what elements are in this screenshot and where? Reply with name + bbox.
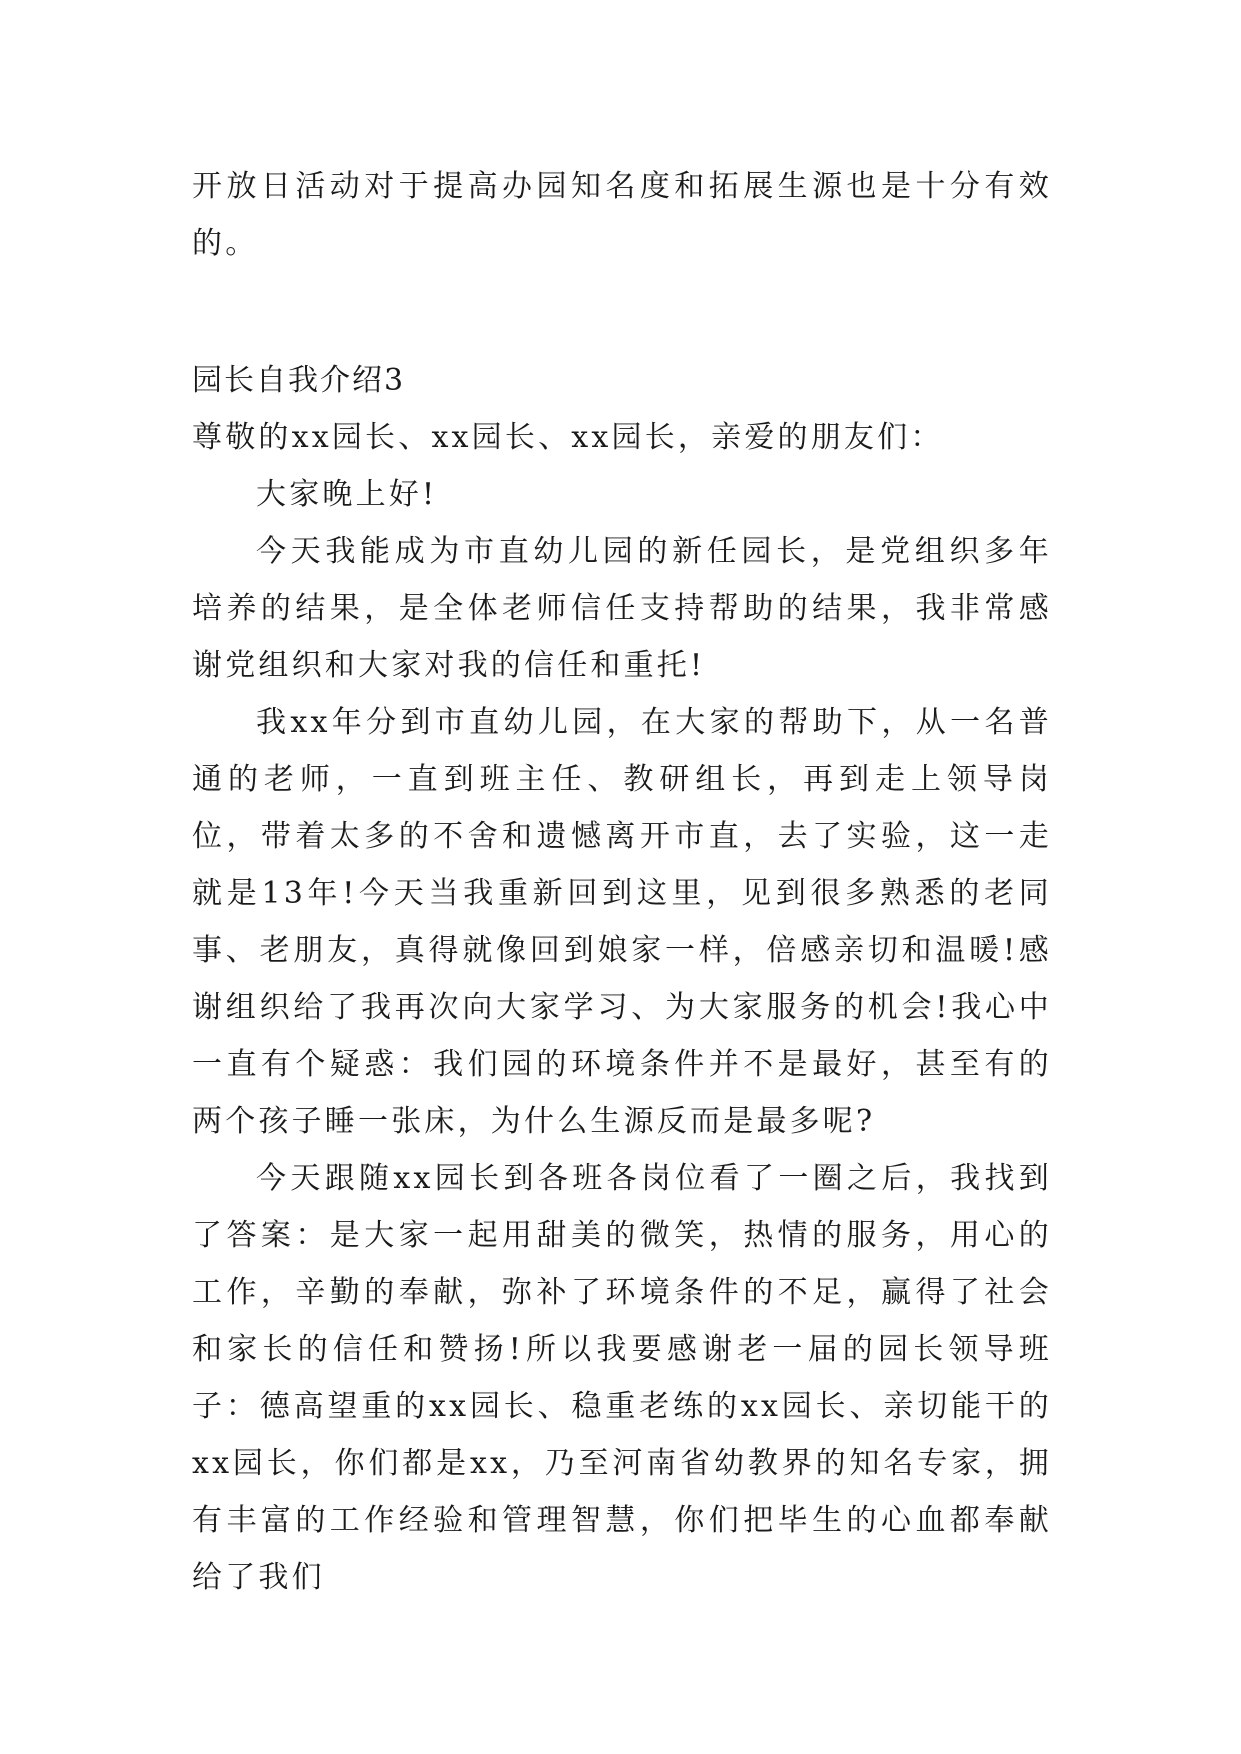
greeting: 大家晚上好! xyxy=(256,477,438,512)
salutation: 尊敬的xx园长、xx园长、xx园长，亲爱的朋友们： xyxy=(192,420,944,455)
document-body xyxy=(192,158,1052,1606)
opening-paragraph: 开放日活动对于提高办园知名度和拓展生源也是十分有效的。 xyxy=(192,169,1052,261)
section-title: 园长自我介绍3 xyxy=(192,363,406,398)
body-paragraph-3: 今天跟随xx园长到各班各岗位看了一圈之后，我找到了答案：是大家一起用甜美的微笑，热情的服务，用心的工作，辛勤的奉献，弥补了环境条件的不足，赢得了社会和家长的信任和赞扬!所以我要感谢老一届的园长领导班子：德高望重的xx园长、稳重老练的xx园长、亲切能干的xx园长，你们都是xx，乃至河南省幼教界的知名专家，拥有丰富的工作经验和管理智慧，你们把毕生的心血都奉献给了我们 xyxy=(192,1161,1052,1595)
body-paragraph-1: 今天我能成为市直幼儿园的新任园长，是党组织多年培养的结果，是全体老师信任支持帮助的结果，我非常感谢党组织和大家对我的信任和重托! xyxy=(192,534,1052,683)
body-paragraph-2: 我xx年分到市直幼儿园，在大家的帮助下，从一名普通的老师，一直到班主任、教研组长，再到走上领导岗位，带着太多的不舍和遗憾离开市直，去了实验，这一走就是13年!今天当我重新回到这里，见到很多熟悉的老同事、老朋友，真得就像回到娘家一样，倍感亲切和温暖!感谢组织给了我再次向大家学习、为大家服务的机会!我心中一直有个疑惑：我们园的环境条件并不是最好，甚至有的两个孩子睡一张床，为什么生源反而是最多呢? xyxy=(192,705,1052,1139)
paragraph-gap xyxy=(192,272,1052,352)
